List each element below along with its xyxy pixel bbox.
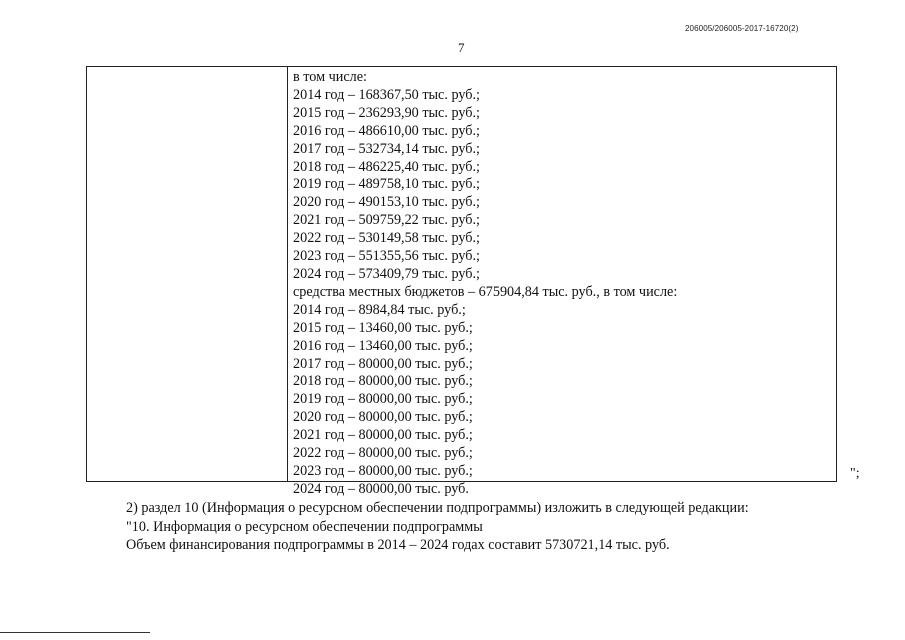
table-line: 2022 год – 530149,58 тыс. руб.; bbox=[293, 230, 480, 247]
table-line: 2020 год – 490153,10 тыс. руб.; bbox=[293, 194, 480, 211]
table-line: средства местных бюджетов – 675904,84 тыс. руб., в том числе: bbox=[293, 283, 678, 300]
table-line: 2024 год – 573409,79 тыс. руб.; bbox=[293, 265, 480, 282]
table-line: 2016 год – 486610,00 тыс. руб.; bbox=[293, 122, 480, 139]
table-line: 2019 год – 80000,00 тыс. руб.; bbox=[293, 391, 473, 408]
table-line: 2023 год – 80000,00 тыс. руб.; bbox=[293, 462, 473, 479]
table-line: 2017 год – 532734,14 тыс. руб.; bbox=[293, 140, 480, 157]
paragraph-section-10-heading: "10. Информация о ресурсном обеспечении подпрограммы bbox=[126, 519, 483, 535]
table-line: 2021 год – 80000,00 тыс. руб.; bbox=[293, 427, 473, 444]
table-line: 2014 год – 168367,50 тыс. руб.; bbox=[293, 86, 480, 103]
page-number: 7 bbox=[458, 40, 465, 55]
table-line: 2019 год – 489758,10 тыс. руб.; bbox=[293, 176, 480, 193]
table-right-cell bbox=[293, 69, 677, 499]
table-line: 2022 год – 80000,00 тыс. руб.; bbox=[293, 445, 473, 462]
table-line: 2016 год – 13460,00 тыс. руб.; bbox=[293, 337, 473, 354]
table-line: 2021 год – 509759,22 тыс. руб.; bbox=[293, 212, 480, 229]
funding-table bbox=[86, 66, 837, 497]
table-line: 2023 год – 551355,56 тыс. руб.; bbox=[293, 248, 480, 265]
table-line: 2020 год – 80000,00 тыс. руб.; bbox=[293, 409, 473, 426]
paragraph-section-10-instruction: 2) раздел 10 (Информация о ресурсном обеспечении подпрограммы) изложить в следующей редакции: bbox=[126, 500, 749, 516]
table-column-divider bbox=[287, 67, 288, 481]
table-line: 2017 год – 80000,00 тыс. руб.; bbox=[293, 355, 473, 372]
table-line: 2018 год – 486225,40 тыс. руб.; bbox=[293, 158, 480, 175]
scan-edge-line bbox=[0, 632, 150, 633]
document-code: 206005/206005-2017-16720(2) bbox=[685, 24, 799, 33]
table-line: 2018 год – 80000,00 тыс. руб.; bbox=[293, 373, 473, 390]
table-line: в том числе: bbox=[293, 69, 367, 85]
closing-quote: "; bbox=[850, 466, 860, 481]
paragraph-financing-total: Объем финансирования подпрограммы в 2014 – 2024 годах составит 5730721,14 тыс. руб. bbox=[126, 537, 670, 553]
table-line: 2014 год – 8984,84 тыс. руб.; bbox=[293, 301, 466, 318]
table-line: 2015 год – 236293,90 тыс. руб.; bbox=[293, 104, 480, 121]
table-line: 2024 год – 80000,00 тыс. руб. bbox=[293, 480, 469, 497]
table-line: 2015 год – 13460,00 тыс. руб.; bbox=[293, 319, 473, 336]
